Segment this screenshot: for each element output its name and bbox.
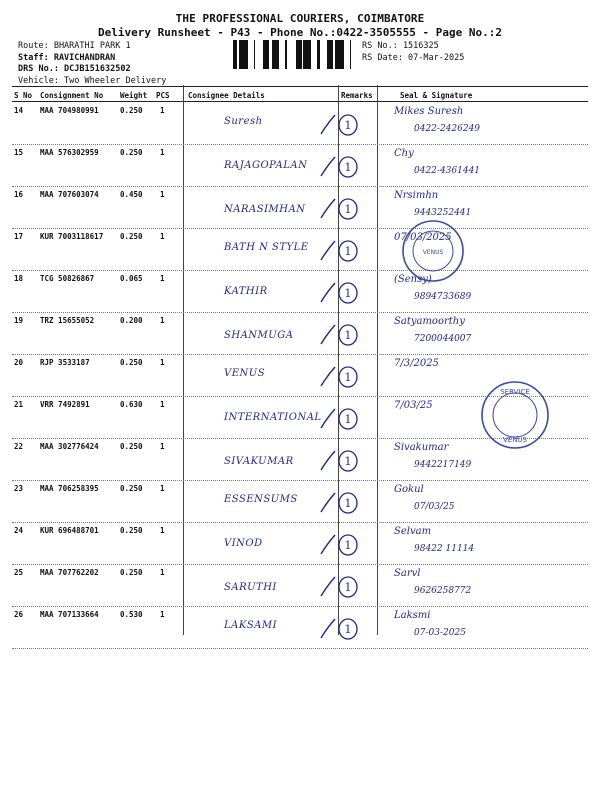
table-row <box>12 228 588 271</box>
table-row <box>12 480 588 523</box>
col-header-weight: Weight <box>120 91 148 100</box>
cell-sno: 24 <box>14 526 24 535</box>
signature: 07/03/2025 <box>394 232 452 243</box>
table-row <box>12 564 588 607</box>
remark-mark <box>319 574 359 600</box>
table-row <box>12 312 588 355</box>
cell-consignment-no: TRZ 15655052 <box>40 316 95 325</box>
remark-mark <box>319 532 359 558</box>
signature: Selvam <box>394 526 432 537</box>
handwritten-consignee: SIVAKUMAR <box>224 456 294 467</box>
barcode <box>233 40 359 69</box>
remark-mark <box>319 112 359 138</box>
col-header-consignment: Consignment No <box>40 91 104 100</box>
remark-mark <box>319 322 359 348</box>
company-title: THE PROFESSIONAL COURIERS, COIMBATORE <box>175 12 425 25</box>
cell-weight: 0.250 <box>120 358 143 367</box>
handwritten-consignee: ESSENSUMS <box>224 494 298 505</box>
vehicle-label: Vehicle: Two Wheeler Delivery <box>18 75 167 86</box>
cell-consignment-no: TCG 50826867 <box>40 274 95 283</box>
remark-mark <box>319 448 359 474</box>
remark-code: 1 <box>344 455 352 468</box>
table-row <box>12 102 588 145</box>
cell-consignment-no: KUR 696488701 <box>40 526 99 535</box>
cell-consignment-no: MAA 704980991 <box>40 106 99 115</box>
cell-pcs: 1 <box>160 484 165 493</box>
remark-code: 1 <box>344 539 352 552</box>
cell-sno: 17 <box>14 232 24 241</box>
remark-mark <box>319 490 359 516</box>
handwritten-consignee: SARUTHI <box>224 582 277 593</box>
cell-pcs: 1 <box>160 400 165 409</box>
remark-code: 1 <box>344 413 352 426</box>
signature: 7/3/2025 <box>394 358 439 369</box>
remark-code: 1 <box>344 329 352 342</box>
handwritten-consignee: LAKSAMI <box>224 620 278 631</box>
cell-consignment-no: MAA 706258395 <box>40 484 99 493</box>
remark-code: 1 <box>344 623 352 636</box>
signature: Mikes Suresh <box>394 106 464 117</box>
route-info <box>18 41 166 87</box>
cell-pcs: 1 <box>160 232 165 241</box>
cell-pcs: 1 <box>160 148 165 157</box>
handwritten-consignee: VENUS <box>224 368 266 379</box>
cell-sno: 16 <box>14 190 24 199</box>
remark-code: 1 <box>344 371 352 384</box>
remark-mark <box>319 238 359 264</box>
col-header-remarks: Remarks <box>341 91 373 100</box>
cell-consignment-no: MAA 707133664 <box>40 610 99 619</box>
rs-number: RS No.: 1516325 <box>362 41 439 51</box>
cell-sno: 15 <box>14 148 24 157</box>
cell-weight: 0.630 <box>120 400 143 409</box>
cell-consignment-no: RJP 3533187 <box>40 358 90 367</box>
route-label: Route: BHARATHI PARK 1 <box>18 41 131 51</box>
cell-consignment-no: KUR 7003118617 <box>40 232 104 241</box>
signature: (Sensy) <box>394 274 432 285</box>
signature-phone: 9894733689 <box>414 292 472 302</box>
remark-mark <box>319 364 359 390</box>
cell-weight: 0.250 <box>120 232 143 241</box>
handwritten-consignee: NARASIMHAN <box>224 204 306 215</box>
cell-weight: 0.200 <box>120 316 143 325</box>
remark-mark <box>319 196 359 222</box>
cell-weight: 0.450 <box>120 190 143 199</box>
remark-code: 1 <box>344 287 352 300</box>
col-header-consignee: Consignee Details <box>188 91 265 100</box>
table-row <box>12 144 588 187</box>
rs-date: RS Date: 07-Mar-2025 <box>362 52 465 63</box>
signature: Nrsimhn <box>394 190 439 201</box>
cell-sno: 21 <box>14 400 24 409</box>
rs-info <box>362 41 464 64</box>
cell-pcs: 1 <box>160 106 165 115</box>
signature-phone: 9442217149 <box>414 460 472 470</box>
signature-phone: 0422-2426249 <box>414 124 481 134</box>
remark-code: 1 <box>344 161 352 174</box>
signature-phone: 07-03-2025 <box>414 628 466 638</box>
cell-pcs: 1 <box>160 526 165 535</box>
handwritten-consignee: KATHIR <box>224 286 268 297</box>
runsheet-subtitle: Delivery Runsheet - P43 - Phone No.:0422-3505555 - Page No.:2 <box>98 26 502 39</box>
venus-style-stamp <box>400 218 466 284</box>
remark-mark <box>319 616 359 642</box>
handwritten-consignee: VINOD <box>224 538 263 549</box>
remark-mark <box>319 154 359 180</box>
cell-weight: 0.250 <box>120 106 143 115</box>
cell-weight: 0.530 <box>120 610 143 619</box>
signature: Gokul <box>394 484 424 495</box>
cell-sno: 20 <box>14 358 24 367</box>
drs-label: DRS No.: DCJB151632502 <box>18 64 131 74</box>
cell-consignment-no: MAA 707762202 <box>40 568 99 577</box>
handwritten-consignee: BATH N STYLE <box>224 242 309 253</box>
cell-weight: 0.250 <box>120 148 143 157</box>
signature: 7/03/25 <box>394 400 433 411</box>
venus-service-stamp <box>478 378 552 452</box>
cell-sno: 25 <box>14 568 24 577</box>
remark-mark <box>319 406 359 432</box>
cell-consignment-no: MAA 576302959 <box>40 148 99 157</box>
svg-text:SERVICE: SERVICE <box>500 388 530 396</box>
staff-label: Staff: RAVICHANDRAN <box>18 52 116 63</box>
cell-pcs: 1 <box>160 442 165 451</box>
cell-sno: 18 <box>14 274 24 283</box>
handwritten-consignee: SHANMUGA <box>224 330 294 341</box>
signature-phone: 7200044007 <box>414 334 472 344</box>
cell-weight: 0.250 <box>120 568 143 577</box>
signature: Satyamoorthy <box>394 316 465 327</box>
signature-phone: 9626258772 <box>414 586 472 596</box>
remark-code: 1 <box>344 119 352 132</box>
header-top-rule <box>12 86 588 87</box>
remark-code: 1 <box>344 497 352 510</box>
cell-pcs: 1 <box>160 610 165 619</box>
cell-sno: 14 <box>14 106 24 115</box>
table-row <box>12 522 588 565</box>
handwritten-consignee: RAJAGOPALAN <box>224 160 308 171</box>
col-header-seal-signature: Seal & Signature <box>400 91 473 100</box>
table-row <box>12 270 588 313</box>
remark-mark <box>319 280 359 306</box>
signature-phone: 07/03/25 <box>414 502 455 512</box>
remark-code: 1 <box>344 203 352 216</box>
cell-weight: 0.250 <box>120 484 143 493</box>
signature-phone: 9443252441 <box>414 208 472 218</box>
cell-pcs: 1 <box>160 274 165 283</box>
cell-pcs: 1 <box>160 568 165 577</box>
table-row <box>12 606 588 649</box>
signature: Laksmi <box>394 610 431 621</box>
signature: Sivakumar <box>394 442 449 453</box>
cell-sno: 23 <box>14 484 24 493</box>
col-header-pcs: PCS <box>156 91 170 100</box>
handwritten-consignee: Suresh <box>224 116 263 127</box>
handwritten-consignee: INTERNATIONAL <box>224 412 322 423</box>
signature-phone: 0422-4361441 <box>414 166 481 176</box>
cell-sno: 26 <box>14 610 24 619</box>
remark-code: 1 <box>344 581 352 594</box>
cell-consignment-no: MAA 302776424 <box>40 442 99 451</box>
svg-text:VENUS: VENUS <box>502 436 528 444</box>
remark-code: 1 <box>344 245 352 258</box>
signature-phone: 98422 11114 <box>414 544 475 554</box>
cell-weight: 0.065 <box>120 274 143 283</box>
cell-weight: 0.250 <box>120 526 143 535</box>
signature: Sarvl <box>394 568 421 579</box>
cell-consignment-no: VRR 7492891 <box>40 400 90 409</box>
col-header-sno: S No <box>14 91 33 100</box>
cell-pcs: 1 <box>160 190 165 199</box>
signature: Chy <box>394 148 414 159</box>
cell-pcs: 1 <box>160 358 165 367</box>
table-row <box>12 186 588 229</box>
cell-sno: 19 <box>14 316 24 325</box>
cell-sno: 22 <box>14 442 24 451</box>
svg-text:VENUS: VENUS <box>422 249 444 256</box>
cell-consignment-no: MAA 707603074 <box>40 190 99 199</box>
cell-weight: 0.250 <box>120 442 143 451</box>
cell-pcs: 1 <box>160 316 165 325</box>
